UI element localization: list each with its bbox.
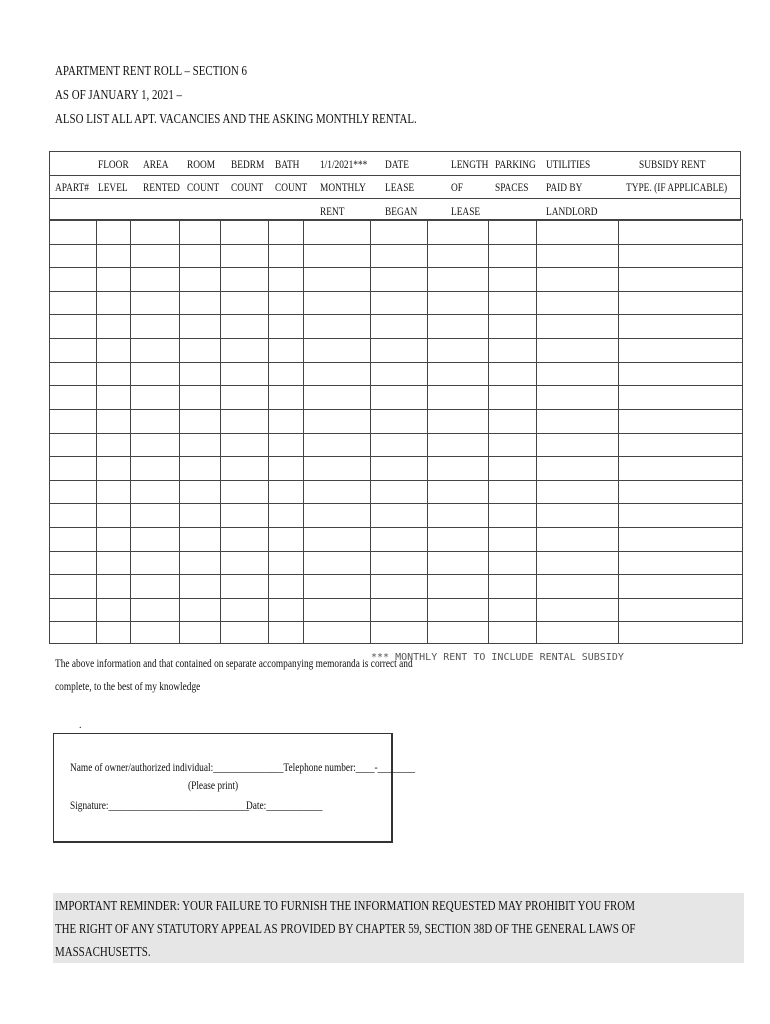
header-lease: LEASE [385,180,415,194]
grid-row-line [50,362,742,363]
certification-text: The above information and that contained on separate accompanying memoranda is correct and complete, to the best of my knowledge [55,656,413,693]
grid-row-line [50,433,742,434]
header-floor: FLOOR [98,157,129,171]
grid-column-line [488,220,489,643]
grid-row-line [50,409,742,410]
header-lease-2: LEASE [451,204,481,218]
header-rented: RENTED [143,180,180,194]
header-utilities: UTILITIES [546,157,591,171]
header-apart: APART# [55,180,89,194]
grid-column-line [220,220,221,643]
header-rent: RENT [320,204,345,218]
grid-column-line [427,220,428,643]
reminder-line: THE RIGHT OF ANY STATUTORY APPEAL AS PROVIDED BY CHAPTER 59, SECTION 38D OF THE GENERAL LAWS OF [55,922,636,937]
form-instruction: ALSO LIST ALL APT. VACANCIES AND THE ASKING MONTHLY RENTAL. [55,112,417,127]
please-print-note: (Please print) [188,778,239,792]
signature-field[interactable]: Signature:______________________________ [70,798,249,812]
header-paid-by: PAID BY [546,180,583,194]
header-bedrm: BEDRM [231,157,265,171]
grid-column-line [179,220,180,643]
important-reminder [53,893,744,963]
header-bedrm-count: COUNT [231,180,264,194]
grid-row-line [50,480,742,481]
header-length: LENGTH [451,157,489,171]
grid-row-line [50,551,742,552]
grid-row-line [50,385,742,386]
header-date: DATE [385,157,409,171]
header-room: ROOM [187,157,216,171]
header-area: AREA [143,157,169,171]
grid-column-line [370,220,371,643]
grid-row-line [50,244,742,245]
grid-row-line [50,456,742,457]
header-landlord: LANDLORD [546,204,598,218]
header-began: BEGAN [385,204,418,218]
reminder-line: MASSACHUSETTS. [55,945,151,960]
header-bath: BATH [275,157,300,171]
grid-column-line [96,220,97,643]
stray-mark: . [79,720,82,731]
grid-row-line [50,291,742,292]
grid-column-line [618,220,619,643]
table-header [49,151,741,221]
header-type: TYPE. (IF APPLICABLE) [626,180,728,194]
signature-box [53,733,416,843]
date-field[interactable]: Date:____________ [246,798,323,812]
reminder-line: IMPORTANT REMINDER: YOUR FAILURE TO FURNISH THE INFORMATION REQUESTED MAY PROHIBIT YOU FROM [55,899,635,914]
grid-row-line [50,598,742,599]
form-title: APARTMENT RENT ROLL – SECTION 6 [55,64,247,79]
header-divider [50,175,740,176]
form-date-line: AS OF JANUARY 1, 2021 – [55,88,183,103]
grid-row-line [50,503,742,504]
header-room-count: COUNT [187,180,220,194]
rent-note: *** MONTHLY RENT TO INCLUDE RENTAL SUBSIDY [371,652,624,663]
header-subsidy: SUBSIDY RENT [639,157,706,171]
grid-column-line [268,220,269,643]
header-parking: PARKING [495,157,536,171]
header-of: OF [451,180,463,194]
header-bath-count: COUNT [275,180,308,194]
header-divider [50,198,740,199]
grid-column-line [536,220,537,643]
grid-row-line [50,574,742,575]
grid-row-line [50,527,742,528]
grid-row-line [50,621,742,622]
rent-roll-grid [49,219,743,644]
grid-row-line [50,338,742,339]
grid-row-line [50,314,742,315]
header-rent-date: 1/1/2021*** [320,157,368,171]
owner-name-field[interactable]: Name of owner/authorized individual:_______________Telephone number:____-________ [70,760,416,774]
grid-column-line [303,220,304,643]
header-monthly: MONTHLY [320,180,366,194]
header-spaces: SPACES [495,180,529,194]
grid-column-line [130,220,131,643]
header-level: LEVEL [98,180,128,194]
grid-row-line [50,267,742,268]
